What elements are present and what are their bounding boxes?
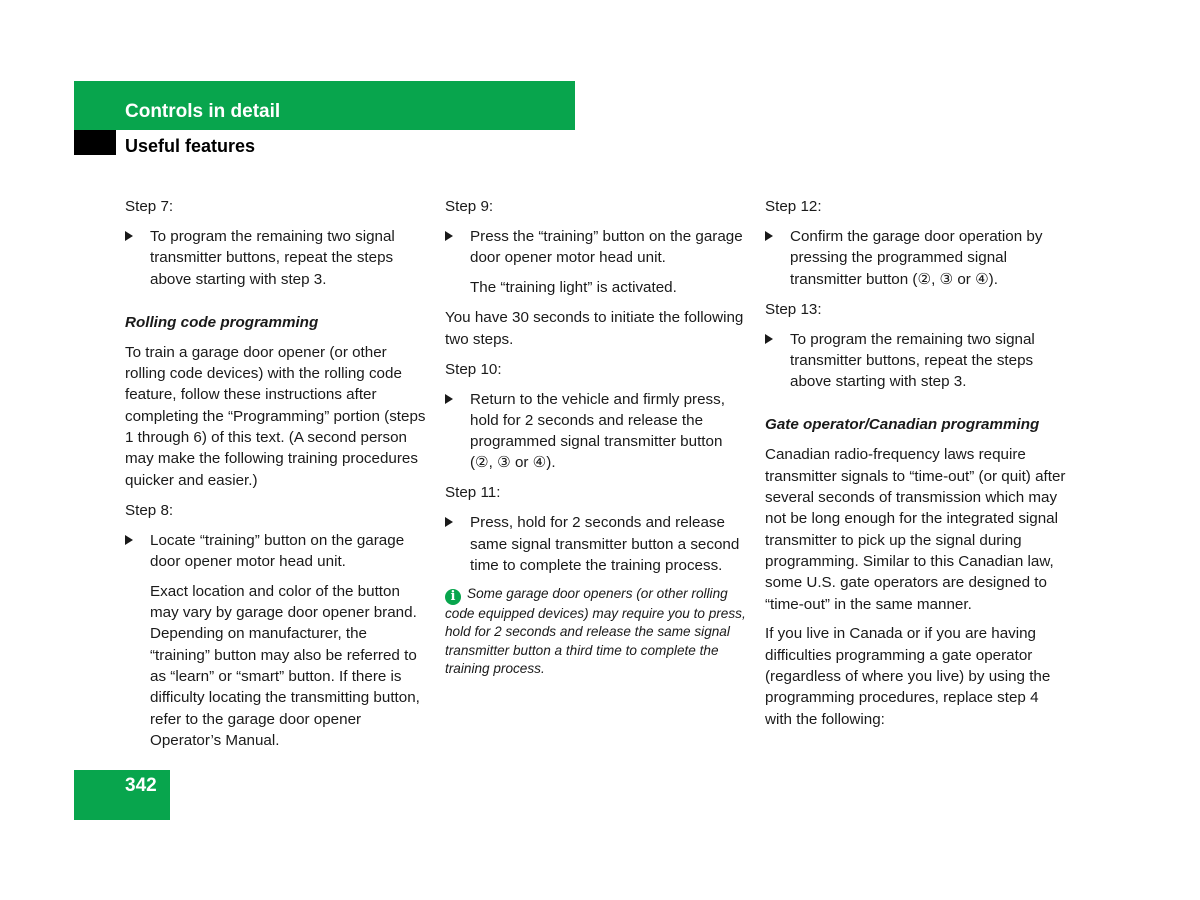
step-label: Step 8:: [125, 501, 174, 519]
step-label: Step 13:: [765, 300, 822, 318]
list-item: [125, 226, 427, 290]
triangle-bullet-icon: [765, 231, 773, 241]
step-label: Step 9:: [445, 198, 494, 215]
list-item: [765, 226, 1067, 290]
paragraph: Exact location and color of the button may vary by garage door opener brand. Depending on manufacturer, the “training” button may also be referred to as “learn” or “smart” button. If there is difficulty locating the transmitting button, refer to the garage door opener Operator’s Manual.: [150, 582, 420, 749]
triangle-bullet-icon: [125, 231, 133, 241]
triangle-bullet-icon: [125, 535, 133, 545]
bullet-text: Press the “training” button on the garage door opener motor head unit.: [470, 227, 743, 267]
triangle-bullet-icon: [445, 394, 453, 404]
step-label: Step 12:: [765, 198, 822, 215]
info-icon: i: [445, 589, 461, 605]
paragraph: To train a garage door opener (or other rolling code devices) with the rolling code feature, follow these instructions after completing the “Programming” portion (steps 1 through 6) of this text. (A second person may make the following training procedures quicker and easier.): [125, 343, 426, 489]
triangle-bullet-icon: [445, 231, 453, 241]
info-note: [445, 585, 747, 679]
bullet-text: Return to the vehicle and firmly press, hold for 2 seconds and release the programmed signal transmitter button (②, ③ or ④).: [470, 390, 725, 472]
info-note-text: Some garage door openers (or other rolling code equipped devices) may require you to press, hold for 2 seconds and release the same signal transmitter button a third time to complete the training process.: [445, 585, 746, 677]
list-item: [765, 329, 1067, 393]
page-number: 342: [125, 775, 157, 796]
step-label: Step 10:: [445, 360, 502, 378]
column-1: [125, 196, 427, 760]
section-heading: Rolling code programming: [125, 313, 319, 331]
triangle-bullet-icon: [765, 334, 773, 344]
list-item: [445, 226, 747, 269]
triangle-bullet-icon: [445, 517, 453, 527]
section-title: Controls in detail: [125, 101, 281, 122]
paragraph: The “training light” is activated.: [470, 279, 677, 297]
bullet-text: Confirm the garage door operation by pressing the programmed signal transmitter button (②, ③ or ④).: [790, 227, 1043, 288]
section-heading: Gate operator/Canadian programming: [765, 416, 1040, 434]
bullet-text: To program the remaining two signal transmitter buttons, repeat the steps above starting with step 3.: [790, 330, 1035, 391]
paragraph: Canadian radio-frequency laws require transmitter signals to “time-out” (or quit) after several seconds of transmission which may not be long enough for the integrated signal transmitter to pick up the signal during programming. Similar to this Canadian law, some U.S. gate operators are designed to “time-out” in the same manner.: [765, 446, 1066, 613]
paragraph: If you live in Canada or if you are having difficulties programming a gate operator (regardless of where you live) by using the programming procedures, replace step 4 with the following:: [765, 625, 1051, 728]
page-subtitle: Useful features: [125, 136, 256, 156]
list-item: [125, 530, 427, 573]
bullet-text: To program the remaining two signal transmitter buttons, repeat the steps above starting with step 3.: [150, 227, 395, 288]
column-2: [445, 196, 747, 688]
paragraph: You have 30 seconds to initiate the following two steps.: [445, 309, 744, 348]
step-label: Step 7:: [125, 198, 174, 215]
bullet-text: Press, hold for 2 seconds and release same signal transmitter button a second time to complete the training process.: [470, 514, 740, 574]
step-label: Step 11:: [445, 484, 501, 502]
column-3: [765, 196, 1067, 739]
list-item: [445, 389, 747, 474]
bullet-text: Locate “training” button on the garage door opener motor head unit.: [150, 531, 405, 570]
list-item: [445, 512, 747, 576]
section-tab-marker: [74, 130, 116, 155]
